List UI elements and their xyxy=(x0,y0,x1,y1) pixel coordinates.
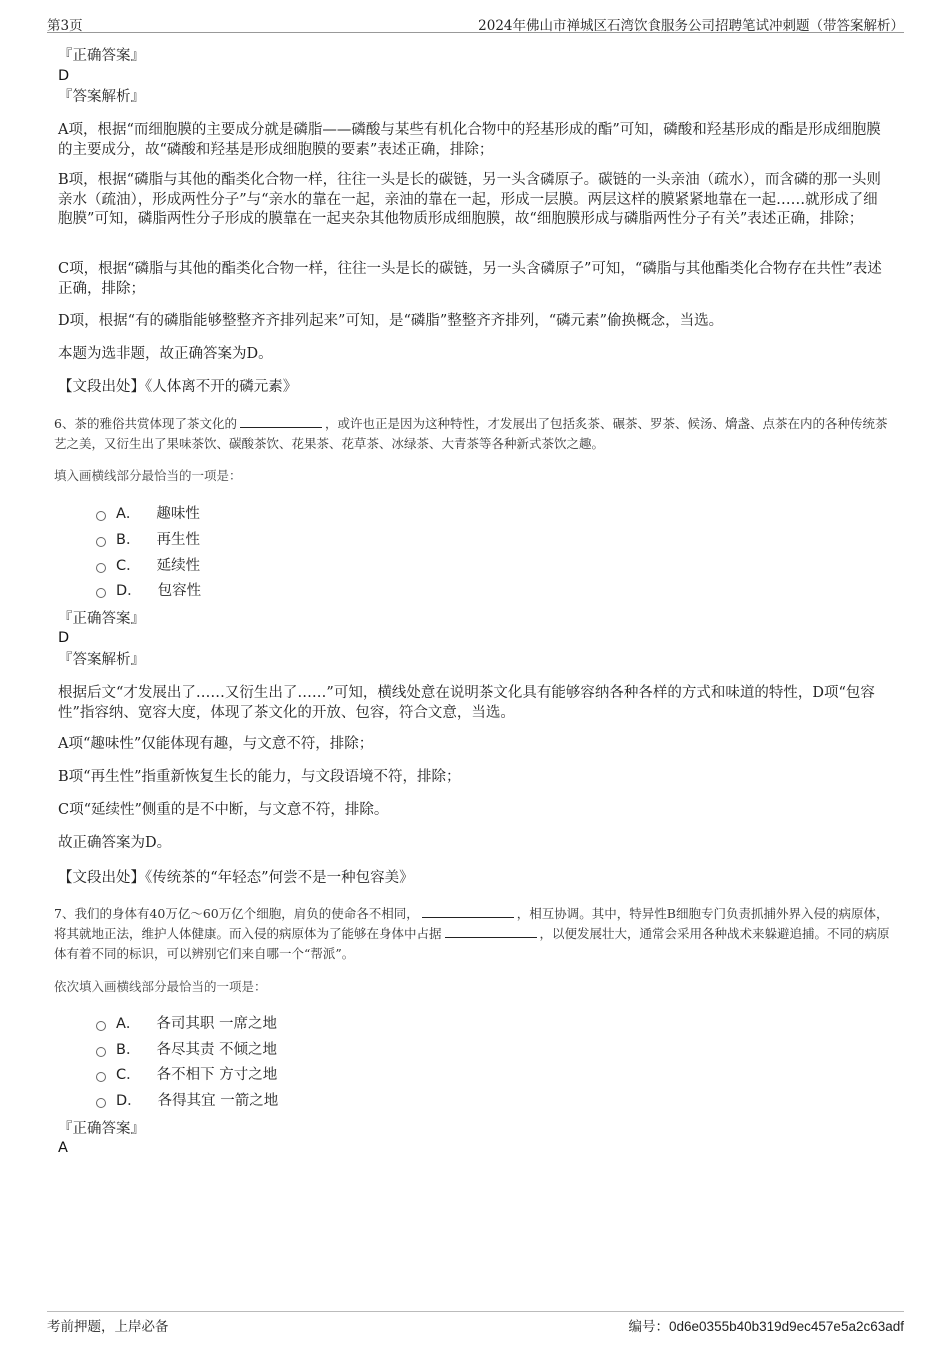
answer-value: D xyxy=(58,68,70,84)
radio-icon[interactable] xyxy=(96,1047,106,1057)
analysis-paragraph: B项“再生性”指重新恢复生长的能力，与文段语境不符，排除； xyxy=(58,769,461,785)
page-header xyxy=(47,12,904,33)
fill-blank xyxy=(240,415,322,428)
footer-slogan: 考前押题，上岸必备 xyxy=(47,1319,169,1335)
option-b[interactable]: B． 各尽其责 不倾之地 xyxy=(96,1040,277,1060)
radio-icon[interactable] xyxy=(96,563,106,573)
analysis-paragraph: D项，根据“有的磷脂能够整整齐齐排列起来”可知，是“磷脂”整整齐齐排列，“磷元素”偷换概念，当选。 xyxy=(58,313,724,329)
fill-blank xyxy=(445,925,537,938)
answer-label: 『正确答案』 xyxy=(58,48,145,64)
radio-icon[interactable] xyxy=(96,1072,106,1082)
option-b[interactable]: B． 再生性 xyxy=(96,530,200,550)
source-citation: 【文段出处】《传统茶的“年轻态”何尝不是一种包容美》 xyxy=(58,870,414,886)
document-title: 2024年佛山市禅城区石湾饮食服务公司招聘笔试冲刺题（带答案解析） xyxy=(478,18,904,34)
conclusion: 本题为选非题，故正确答案为D。 xyxy=(58,346,273,362)
question-7-text: 7、我们的身体有40万亿～60万亿个细胞，肩负的使命各不相同， ，相互协调。其中，特异性B细胞专门负责抓捕外界入侵的病原体，将其就地正法，维护人体健康。而入侵的病原体为了能够在身体中占据 ，以便发展壮大，通常会采用各种战术来躲避追捕。不同的病原体有着不同的标识，可以辨别它们来自哪一个“帮派”。 xyxy=(54,906,890,961)
document-code: 编号：0d6e0355b40b319d9ec457e5a2c63adf xyxy=(628,1319,904,1335)
page-footer xyxy=(47,1311,904,1335)
option-c[interactable]: C． 各不相下 方寸之地 xyxy=(96,1065,277,1085)
source-citation: 【文段出处】《人体离不开的磷元素》 xyxy=(58,379,298,395)
answer-value: A xyxy=(58,1140,68,1156)
option-a[interactable]: A． 各司其职 一席之地 xyxy=(96,1014,277,1034)
question-6-text: 6、茶的雅俗共赏体现了茶文化的 ，或许也正是因为这种特性，才发展出了包括炙茶、碾茶、罗茶、候汤、熁盏、点茶在内的各种传统茶艺之美，又衍生出了果味茶饮、碳酸茶饮、花果茶、花草茶、冰绿茶、大青茶等各种新式茶饮之趣。 xyxy=(54,416,888,451)
radio-icon[interactable] xyxy=(96,1098,106,1108)
radio-icon[interactable] xyxy=(96,1021,106,1031)
radio-icon[interactable] xyxy=(96,511,106,521)
analysis-label: 『答案解析』 xyxy=(58,652,145,668)
question-instruction: 填入画横线部分最恰当的一项是： xyxy=(54,468,242,483)
analysis-paragraph: C项，根据“磷脂与其他的酯类化合物一样，往往一头是长的碳链，另一头含磷原子”可知，“磷脂与其他酯类化合物存在共性”表述正确，排除； xyxy=(58,261,882,297)
page-number: 第3页 xyxy=(47,18,83,34)
analysis-label: 『答案解析』 xyxy=(58,89,145,105)
radio-icon[interactable] xyxy=(96,588,106,598)
conclusion: 故正确答案为D。 xyxy=(58,835,172,851)
analysis-paragraph: B项，根据“磷脂与其他的酯类化合物一样，往往一头是长的碳链，另一头含磷原子。碳链的一头亲油（疏水），而含磷的那一头则亲水（疏油），形成两性分子”与“亲水的靠在一起，亲油的靠在一起，形成一层膜。两层这样的膜紧紧地靠在一起……就形成了细胞膜”可知，磷脂两性分子形成的膜靠在一起夹杂其他物质形成细胞膜，故“细胞膜形成与磷脂两性分子有关”表述正确，排除； xyxy=(58,172,881,227)
answer-label: 『正确答案』 xyxy=(58,611,145,627)
radio-icon[interactable] xyxy=(96,537,106,547)
answer-value: D xyxy=(58,630,70,646)
option-a[interactable]: A． 趣味性 xyxy=(96,504,200,524)
option-d[interactable]: D． 包容性 xyxy=(96,581,201,601)
option-d[interactable]: D． 各得其宜 一箭之地 xyxy=(96,1091,278,1111)
analysis-paragraph: A项“趣味性”仅能体现有趣，与文意不符，排除； xyxy=(58,736,374,752)
analysis-paragraph: 根据后文“才发展出了……又衍生出了……”可知，横线处意在说明茶文化具有能够容纳各种各样的方式和味道的特性，D项“包容性”指容纳、宽容大度，体现了茶文化的开放、包容，符合文意，当选。 xyxy=(58,685,875,721)
fill-blank xyxy=(422,905,514,918)
question-instruction: 依次填入画横线部分最恰当的一项是： xyxy=(54,979,267,994)
analysis-paragraph: A项，根据“而细胞膜的主要成分就是磷脂——磷酸与某些有机化合物中的羟基形成的酯”可知，磷酸和羟基形成的酯是形成细胞膜的主要成分，故“磷酸和羟基是形成细胞膜的要素”表述正确，排除； xyxy=(58,122,881,158)
analysis-paragraph: C项“延续性”侧重的是不中断，与文意不符，排除。 xyxy=(58,802,389,818)
option-c[interactable]: C． 延续性 xyxy=(96,556,200,576)
answer-label: 『正确答案』 xyxy=(58,1121,145,1137)
